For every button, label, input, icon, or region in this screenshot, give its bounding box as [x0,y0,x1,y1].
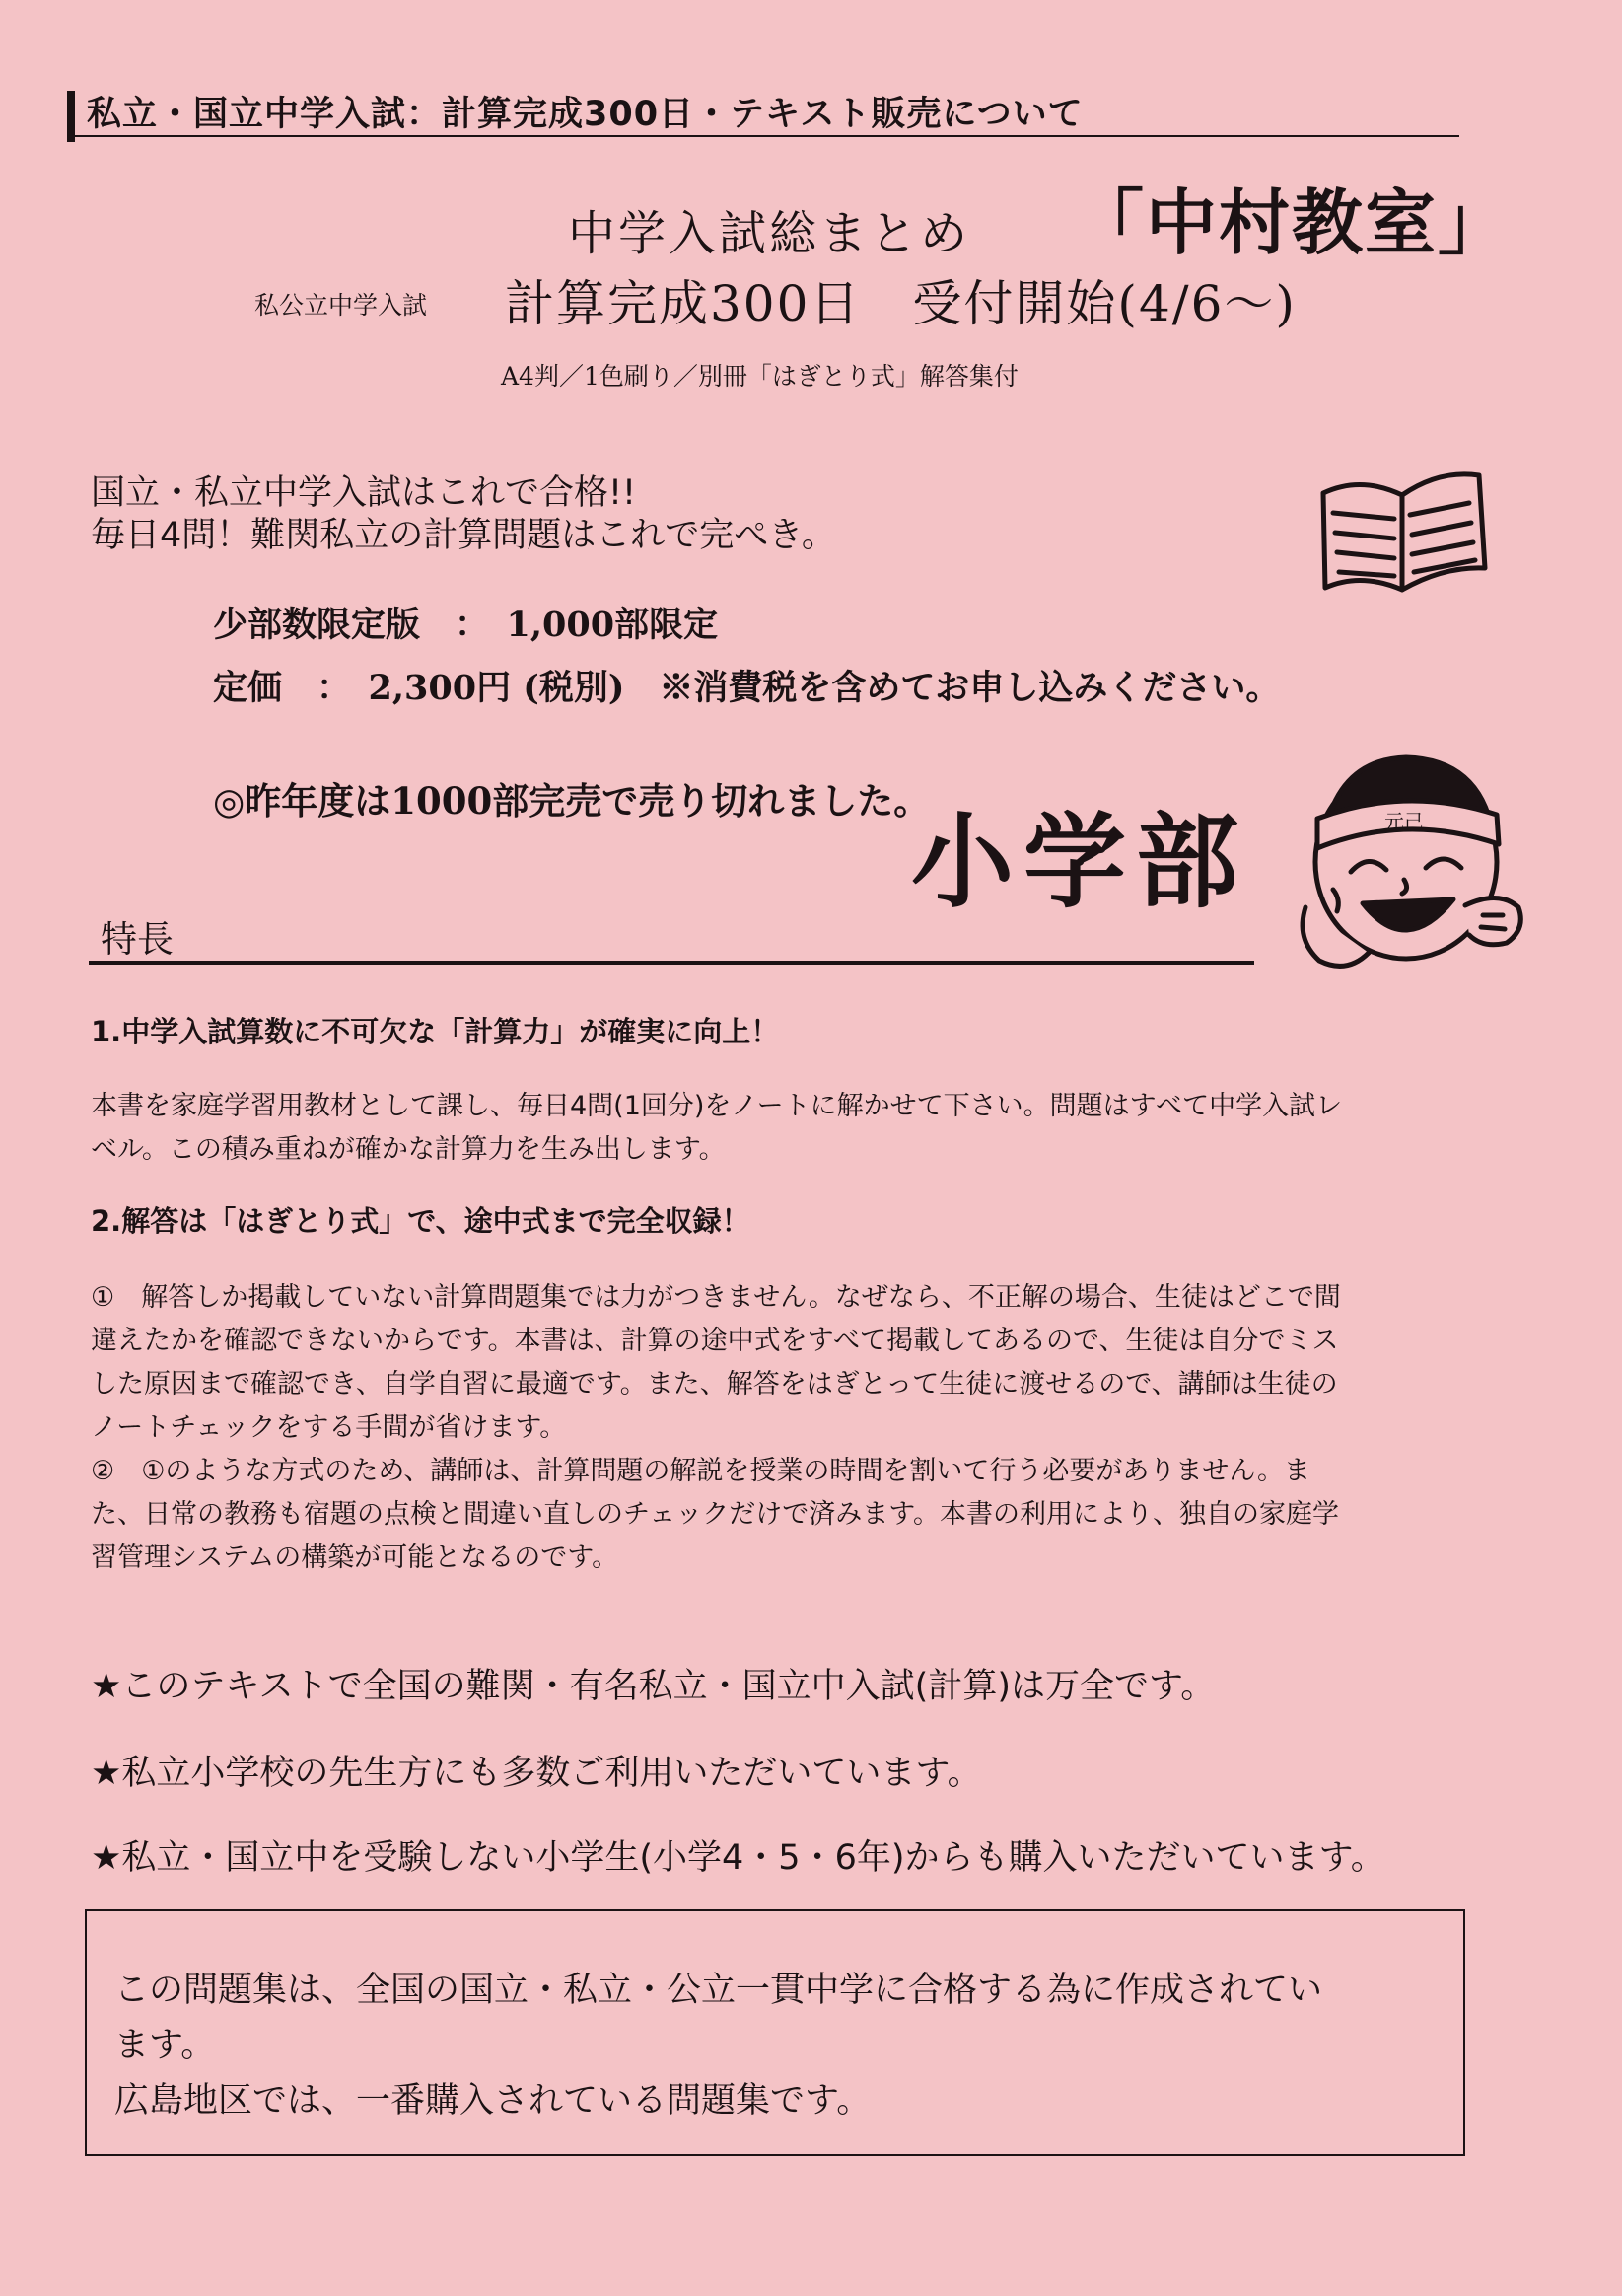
feature-2-point-2-line: た、日常の教務も宿題の点検と間違い直しのチェックだけで済みます。本書の利用により、独自の家庭学 [91,1499,1340,1530]
feature-2-point-1-line: した原因まで確認でき、自学自習に最適です。また、解答をはぎとって生徒に渡せるので、講師は生徒の [91,1369,1338,1399]
notice-line: この問題集は、全国の国立・私立・公立一貫中学に合格する為に作成されてい [114,1971,1323,2010]
mascot-illustration [1290,742,1536,978]
school-name: 「中村教室」 [1073,181,1512,264]
feature-2-point-2-line: ② ①のような方式のため、講師は、計算問題の解説を授業の時間を割いて行う必要がありません。ま [91,1456,1310,1486]
highlight-item: ★このテキストで全国の難関・有名私立・国立中入試(計算)は万全です。 [91,1667,1216,1706]
notice-line: 広島地区では、一番購入されている問題集です。 [114,2081,872,2120]
intro-line-1: 国立・私立中学入試はこれで合格!! [91,473,637,513]
feature-2-point-1-line: ノートチェックをする手間が省けます。 [91,1412,567,1443]
highlight-item: ★私立・国立中を受験しない小学生(小学4・5・6年)からも購入いただいています。 [91,1838,1385,1878]
feature-1-text-line: 本書を家庭学習用教材として課し、毎日4問(1回分)をノートに解かせて下さい。問題はすべて中学入試レ [91,1091,1343,1121]
features-heading: 特長 [101,918,174,961]
open-book-icon [1311,458,1495,606]
header-rule [67,135,1459,137]
features-rule [89,961,1254,965]
highlight-item: ★私立小学校の先生方にも多数ご利用いただいています。 [91,1754,982,1793]
department-label: 小学部 [911,802,1249,922]
feature-2-point-1-line: 違えたかを確認できないからです。本書は、計算の途中式をすべて掲載してあるので、生徒は自分でミス [91,1326,1339,1356]
exam-label: 私公立中学入試 [254,291,428,320]
feature-2-point-1-line: ① 解答しか掲載していない計算問題集では力がつきません。なぜなら、不正解の場合、生徒はどこで間 [91,1282,1341,1313]
header-title: 私立・国立中学入試：計算完成300日・テキスト販売について [87,95,1084,134]
subtitle: 中学入試総まとめ [568,206,971,261]
soldout-line: ◎昨年度は1000部完売で売り切れました。 [213,779,931,823]
notice-line: ます。 [114,2026,216,2065]
feature-1-text-line: ベル。この積み重ねが確かな計算力を生み出します。 [91,1134,726,1165]
feature-2-title: 2.解答は「はぎとり式」で、途中式まで完全収録！ [91,1204,750,1238]
format-line: A4判／1色刷り／別冊「はぎとり式」解答集付 [501,362,1019,391]
intro-line-2: 毎日4問！難関私立の計算問題はこれで完ぺき。 [91,516,836,555]
mascot-headband-text: 元己 [1384,810,1424,833]
price-line: 定価 ： 2,300円 (税別) ※消費税を含めてお申し込みください。 [213,668,1281,708]
feature-1-title: 1.中学入試算数に不可欠な「計算力」が確実に向上！ [91,1015,780,1048]
limited-edition-line: 少部数限定版 ： 1,000部限定 [213,605,719,645]
main-title: 計算完成300日 受付開始(4/6〜) [505,275,1297,332]
feature-2-point-2-line: 習管理システムの構築が可能となるのです。 [91,1543,619,1573]
